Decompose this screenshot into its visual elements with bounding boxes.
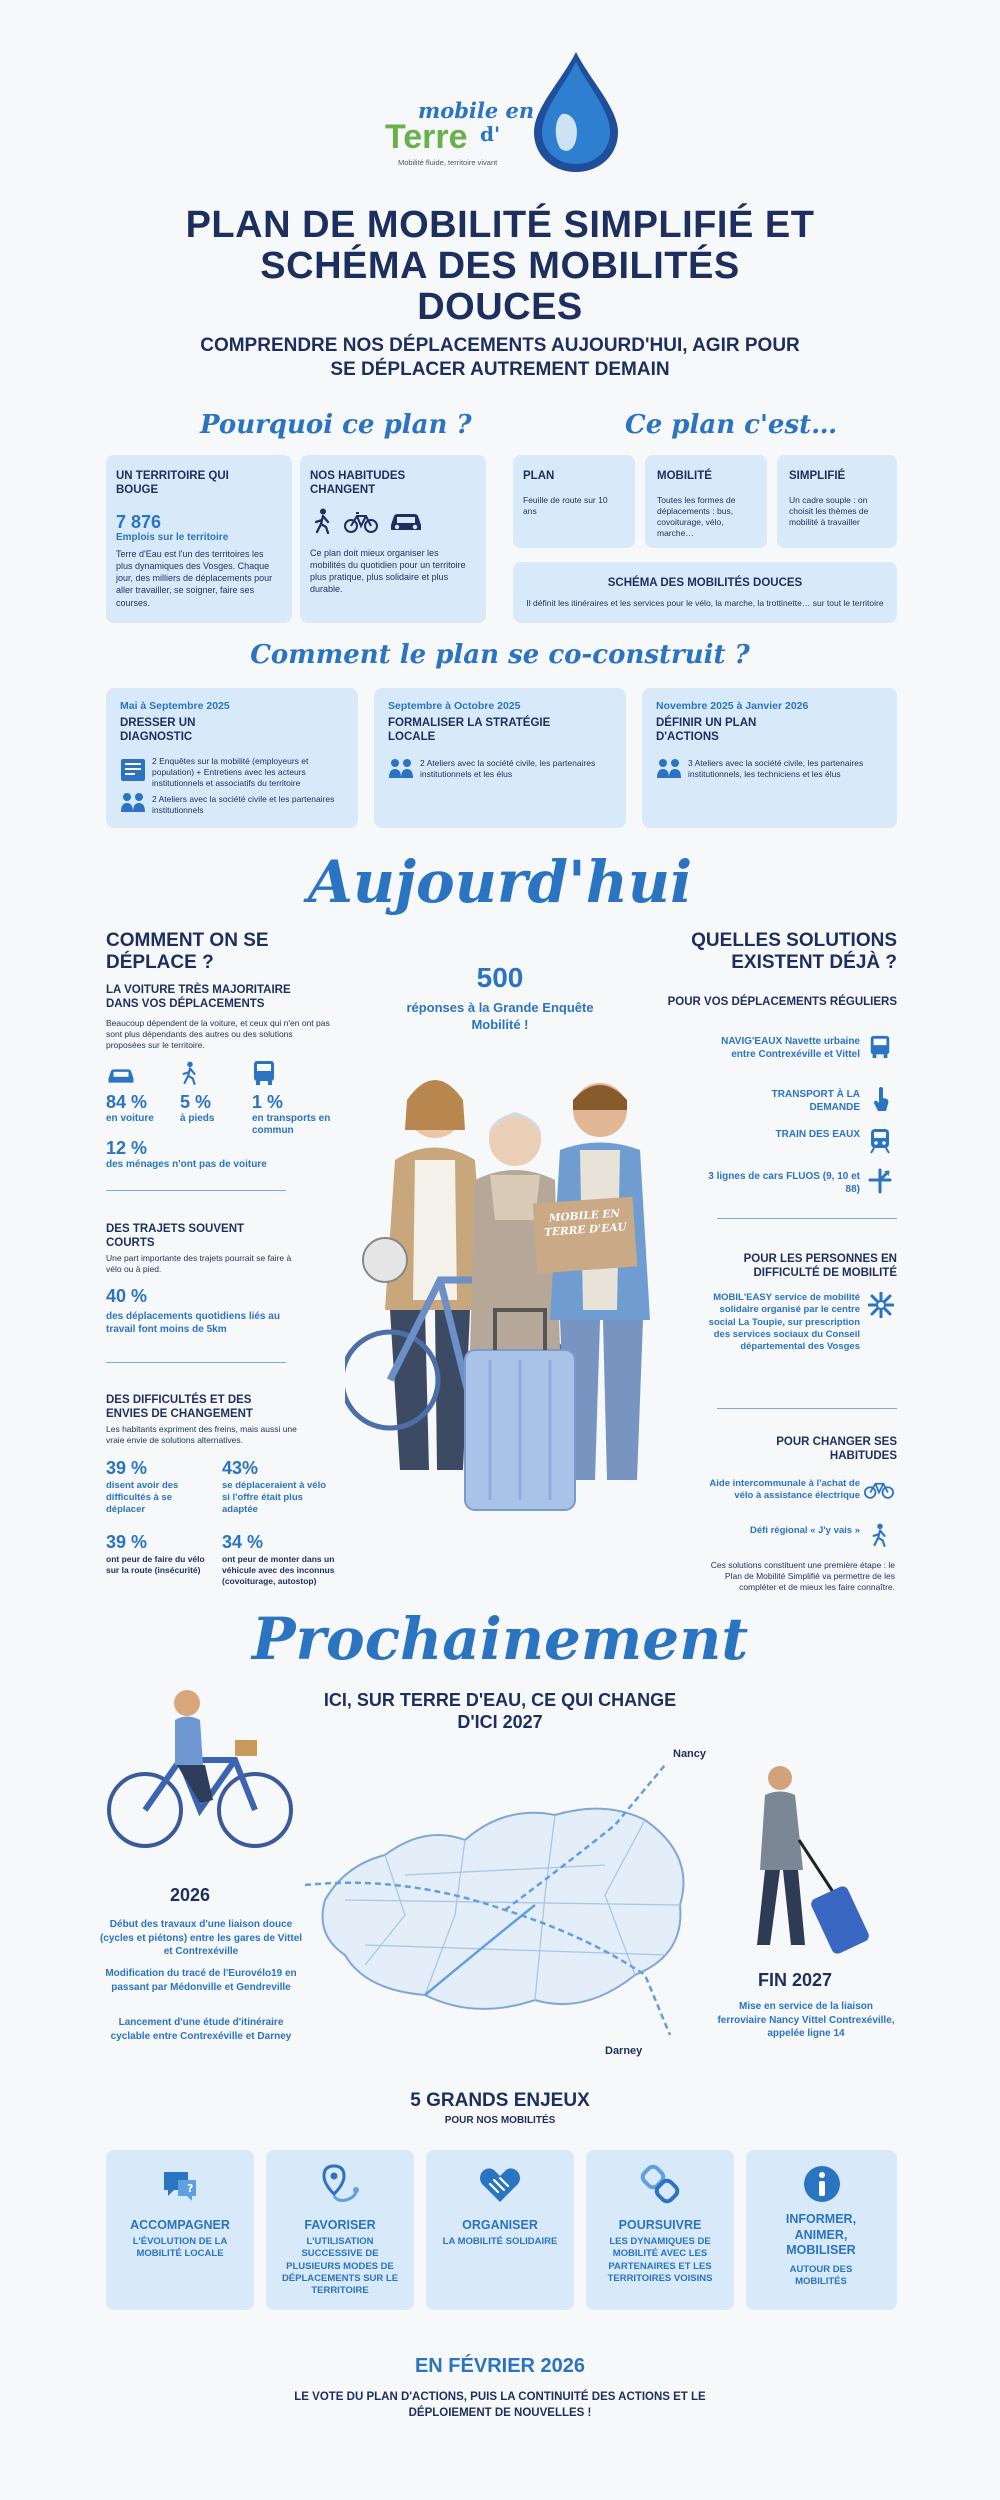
enjeu-card-2 [266,2150,414,2310]
enjeu-1-title: ACCOMPAGNER [130,2218,230,2232]
step-card-1 [106,688,358,828]
enjeu-card-4 [586,2150,734,2310]
enjeu-2-title: FAVORISER [304,2218,376,2232]
item-2026-1: Début des travaux d'une liaison douce (cycles et piétons) entre les gares de Vittel et Contrexéville [99,1919,303,1957]
right-title: QUELLES SOLUTIONS EXISTENT DÉJÀ ? [691,930,897,973]
footer-title: EN FÉVRIER 2026 [414,2355,586,2377]
mobilite-card [645,455,767,548]
workshop-icon [388,758,414,780]
stat-nocar-value: 12 % [106,1138,148,1158]
diff-a-label: disent avoir des difficultés à se déplacer [106,1480,179,1515]
document-icon [120,758,146,782]
bus-icon [252,1060,276,1086]
map-label-nancy: Nancy [673,1748,707,1760]
reg-item-2: TRANSPORT À LA DEMANDE [771,1089,860,1113]
traveler-illustration [725,1760,885,1960]
solidarity-star-icon [868,1292,894,1318]
enjeu-5-desc: AUTOUR DES MOBILITÉS [789,2264,853,2288]
cardboard-sign: MOBILE EN TERRE D'EAU [543,1207,628,1239]
territory-map [305,1745,700,2055]
survey-text: réponses à la Grande Enquête Mobilité ! [406,1000,594,1032]
mobilite-title: MOBILITÉ [657,470,712,482]
stat-car-value: 84 % [106,1092,148,1112]
divider [717,1218,897,1219]
what-heading: Ce plan c'est… [625,410,838,440]
habitudes-card [300,455,486,623]
logo-tagline: Mobilité fluide, territoire vivant [398,158,498,167]
enjeu-4-title: POURSUIVRE [618,2218,702,2232]
reg-item-1: NAVIG'EAUX Navette urbaine entre Contrexéville et Vittel [721,1036,860,1060]
link-icon [640,2164,680,2206]
plan-card [513,455,635,548]
schema-text: Il définit les itinéraires et les services pour le vélo, la marche, la trottinette… sur tout le territoire [526,598,884,608]
water-drop-icon [530,50,622,175]
territoire-card [106,455,292,623]
hand-tap-icon [872,1086,890,1112]
fin-2027-text: Mise en service de la liaison ferroviaire Nancy Vittel Contrexéville, appelée ligne 14 [717,2001,895,2039]
simplifie-text: Un cadre souple : on choisit les thèmes de mobilité à travailler [789,495,869,528]
footer-text: LE VOTE DU PLAN D'ACTIONS, PUIS LA CONTINUITÉ DES ACTIONS ET LE DÉPLOIEMENT DE NOUVELLES ! [294,2391,706,2419]
reg-title: POUR VOS DÉPLACEMENTS RÉGULIERS [667,996,897,1008]
enjeu-5-title: INFORMER, ANIMER, MOBILISER [785,2212,857,2258]
voiture-text: Beaucoup dépendent de la voiture, et ceux qui n'en ont pas sont plus dépendants des autres ou des solutions proposées sur le territoire. [106,1018,330,1051]
diffmob-text: MOBIL'EASY service de mobilité solidaire organisé par le centre social La Toupie, sur prescription des services sociaux du Conseil départemental des Vosges [708,1292,860,1353]
diff-d-value: 34 % [222,1532,264,1552]
pedestrian-icon [870,1522,890,1548]
courts-label: des déplacements quotidiens liés au travail font moins de 5km [106,1311,280,1335]
stat-car-label: en voiture [106,1113,154,1124]
pedestrian-icon [180,1060,200,1086]
enjeu-3-desc: LA MOBILITÉ SOLIDAIRE [442,2236,558,2247]
page-subtitle: COMPRENDRE NOS DÉPLACEMENTS AUJOURD'HUI, AGIR POUR SE DÉPLACER AUTREMENT DEMAIN [200,335,800,380]
plan-title: PLAN [523,470,555,482]
schema-card [513,562,897,623]
pedestrian-icon [312,508,334,534]
enjeu-3-title: ORGANISER [462,2218,538,2232]
enjeu-2-desc: L'UTILISATION SUCCESSIVE DE PLUSIEURS MODES DE DÉPLACEMENTS SUR LE TERRITOIRE [281,2236,399,2297]
diff-d-label: ont peur de monter dans un véhicule avec des inconnus (covoiturage, autostop) [222,1554,335,1587]
diff-title: DES DIFFICULTÉS ET DES ENVIES DE CHANGEMENT [106,1394,253,1421]
diff-c-label: ont peur de faire du vélo sur la route (insécurité) [106,1554,205,1576]
survey-num: 500 [476,962,524,993]
courts-title: DES TRAJETS SOUVENT COURTS [106,1223,245,1250]
bicycle-icon [344,510,378,534]
diff-c-value: 39 % [106,1532,148,1552]
diff-b-value: 43% [222,1458,259,1478]
territoire-num: 7 876 [116,512,162,532]
habits-item-2: Défi régional « J'y vais » [750,1525,860,1536]
logo-line1: mobile en [418,98,535,123]
habitudes-title: NOS HABITUDES CHANGENT [310,470,406,497]
step-2-item-1: 2 Ateliers avec la société civile, les partenaires institutionnels et les élus [420,758,596,780]
plan-text: Feuille de route sur 10 ans [523,495,608,517]
reg-item-3: TRAIN DES EAUX [775,1129,860,1140]
voiture-title: LA VOITURE TRÈS MAJORITAIRE DANS VOS DÉPLACEMENTS [106,984,291,1011]
step-3-date: Novembre 2025 à Janvier 2026 [656,700,809,712]
divider [106,1190,286,1191]
step-card-3 [642,688,897,828]
location-pin-icon [320,2164,360,2206]
divider [106,1362,286,1363]
people-illustration [345,1050,680,1550]
reg-item-4: 3 lignes de cars FLUOS (9, 10 et 88) [708,1171,860,1195]
ebike-icon [864,1478,894,1500]
enjeu-card-5 [746,2150,897,2310]
enjeux-title: 5 GRANDS ENJEUX [410,2090,590,2111]
step-3-title: DÉFINIR UN PLAN D'ACTIONS [656,717,757,744]
habits-note: Ces solutions constituent une première étape : le Plan de Mobilité Simplifié va permettre de les compléter et de mieux les faire connaître. [710,1560,895,1593]
next-subtitle: ICI, SUR TERRE D'EAU, CE QUI CHANGE D'ICI 2027 [323,1690,677,1732]
speech-bubble-icon [160,2166,200,2206]
logo-line2: Terre [385,118,468,156]
stat-transit-label: en transports en commun [252,1113,331,1136]
habits-item-1: Aide intercommunale à l'achat de vélo à assistance électrique [709,1478,860,1502]
car-icon [388,511,424,533]
fin-2027: FIN 2027 [758,1970,833,1990]
logo [380,50,630,180]
car-icon [106,1066,136,1086]
route-icon [868,1168,892,1194]
year-2026: 2026 [170,1885,211,1905]
bus-icon [868,1035,892,1059]
item-2026-2: Modification du tracé de l'Eurovélo19 en passant par Médonville et Gendreville [105,1968,297,1993]
step-1-item-2: 2 Ateliers avec la société civile et les partenaires institutionnels [152,794,335,816]
habitudes-text: Ce plan doit mieux organiser les mobilités du quotidien pour un territoire plus pratique, plus solidaire et plus durable. [310,548,466,595]
construct-heading: Comment le plan se co-construit ? [250,640,750,670]
step-3-item-1: 3 Ateliers avec la société civile, les partenaires institutionnels, les techniciens et les élus [688,758,864,780]
today-heading: Aujourd'hui [307,848,693,916]
mobilite-text: Toutes les formes de déplacements : bus, covoiturage, vélo, marche… [657,495,736,539]
stat-transit-value: 1 % [252,1092,284,1112]
enjeu-card-1 [106,2150,254,2310]
item-2026-3: Lancement d'une étude d'itinéraire cyclable entre Contrexéville et Darney [110,2017,292,2042]
next-heading: Prochainement [251,1605,749,1673]
simplifie-title: SIMPLIFIÉ [789,470,846,482]
territoire-title: UN TERRITOIRE QUI BOUGE [116,470,229,497]
territoire-text: Terre d'Eau est l'un des territoires les plus dynamiques des Vosges. Chaque jour, des milliers de déplacements pour aller travailler, se soigner, faire ses courses. [116,549,273,608]
stat-walk-label: à pieds [180,1113,215,1124]
diffmob-title: POUR LES PERSONNES EN DIFFICULTÉ DE MOBILITÉ [743,1253,897,1280]
enjeu-1-desc: L'ÉVOLUTION DE LA MOBILITÉ LOCALE [132,2236,228,2260]
diff-a-value: 39 % [106,1458,148,1478]
stat-nocar-label: des ménages n'ont pas de voiture [106,1159,267,1170]
info-icon [802,2164,842,2204]
diff-b-label: se déplaceraient à vélo si l'offre était plus adaptée [222,1480,327,1515]
workshop-icon [656,758,682,780]
map-label-darney: Darney [605,2045,643,2057]
svg-text:?: ? [187,2182,194,2195]
courts-value: 40 % [106,1286,148,1306]
step-2-date: Septembre à Octobre 2025 [388,700,521,712]
step-1-date: Mai à Septembre 2025 [120,700,230,712]
stat-walk-value: 5 % [180,1092,212,1112]
workshop-icon [120,792,146,814]
handshake-icon [478,2166,522,2204]
diff-text: Les habitants expriment des freins, mais aussi une vraie envie de solutions alternatives. [106,1424,297,1446]
step-1-title: DRESSER UN DIAGNOSTIC [120,717,196,744]
courts-text: Une part importante des trajets pourrait se faire à vélo ou à pied. [106,1253,292,1275]
enjeux-subtitle: POUR NOS MOBILITÉS [444,2115,556,2126]
divider [717,1408,897,1409]
enjeu-card-3 [426,2150,574,2310]
simplifie-card [777,455,897,548]
train-icon [868,1128,892,1154]
logo-line3: d' [480,122,501,146]
habits-title: POUR CHANGER SES HABITUDES [776,1436,897,1463]
step-2-title: FORMALISER LA STRATÉGIE LOCALE [388,717,551,744]
cyclist-illustration [105,1685,295,1850]
step-1-item-1: 2 Enquêtes sur la mobilité (employeurs et population) + Entretiens avec les acteurs institutionnels et associatifs du territoire [152,756,309,789]
page-title: PLAN DE MOBILITÉ SIMPLIFIÉ ET SCHÉMA DES MOBILITÉS DOUCES [185,204,815,329]
enjeu-4-desc: LES DYNAMIQUES DE MOBILITÉ AVEC LES PARTENAIRES ET LES TERRITOIRES VOISINS [607,2236,713,2285]
territoire-num-label: Emplois sur le territoire [116,532,229,543]
schema-title: SCHÉMA DES MOBILITÉS DOUCES [607,577,803,589]
left-title: COMMENT ON SE DÉPLACE ? [106,930,269,973]
why-heading: Pourquoi ce plan ? [200,410,472,440]
step-card-2 [374,688,626,828]
